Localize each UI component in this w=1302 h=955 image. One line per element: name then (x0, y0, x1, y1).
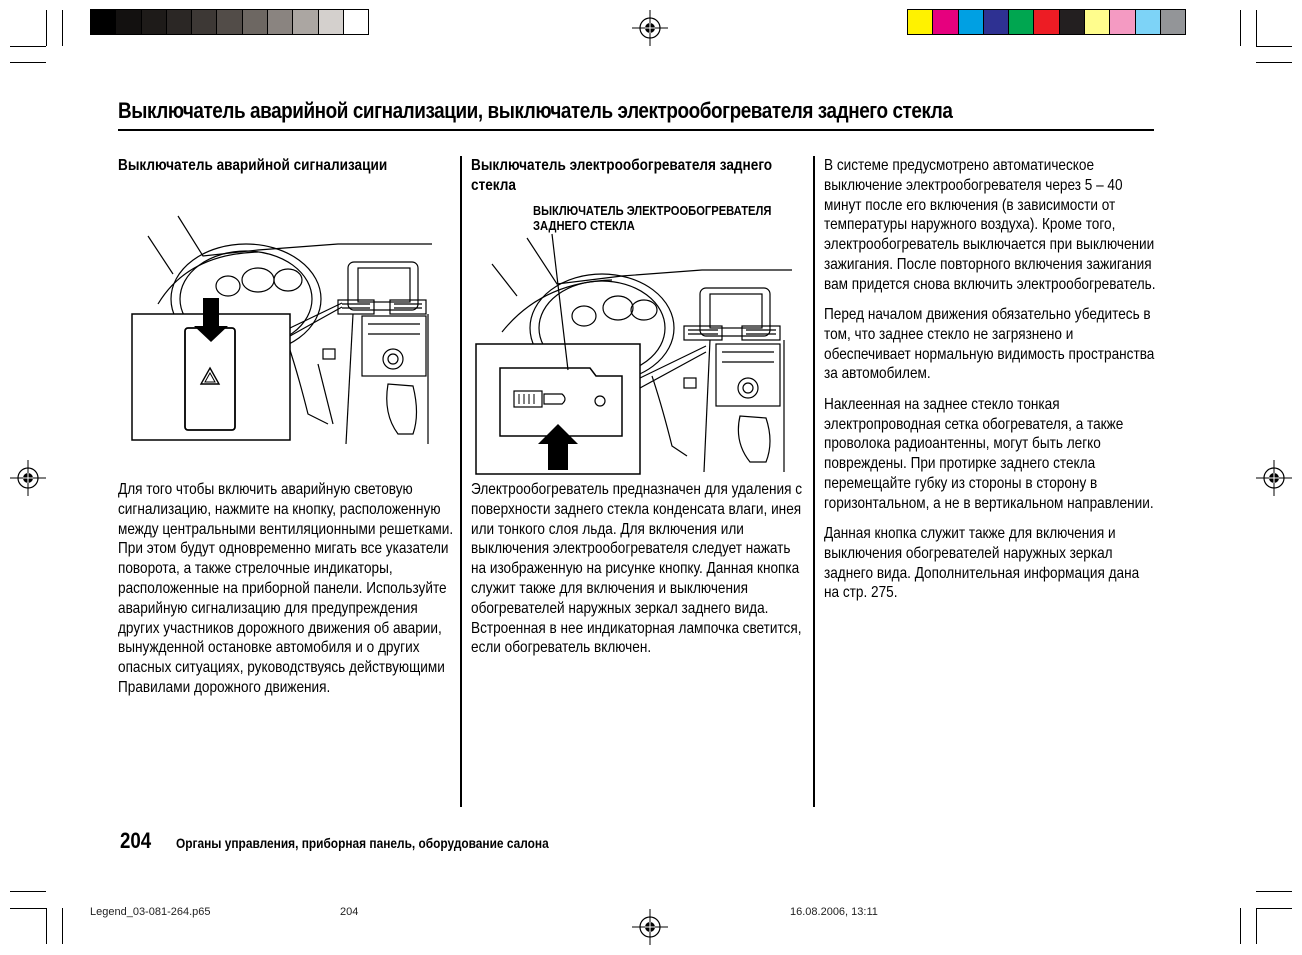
rear-defroster-callout: ВЫКЛЮЧАТЕЛЬ ЭЛЕКТРООБОГРЕВАТЕЛЯ ЗАДНЕГО СТЕКЛА (533, 203, 772, 233)
gray-swatch (217, 10, 242, 34)
footer-datetime: 16.08.2006, 13:11 (790, 906, 878, 918)
gray-swatch (344, 10, 368, 34)
page-title: Выключатель аварийной сигнализации, выключатель электрообогревателя заднего стекла (118, 98, 953, 123)
color-swatch (1136, 10, 1161, 34)
mirror-heater-paragraph: Данная кнопка служит также для включения и выключения обогревателей наружных зеркал заднего вида. Дополнительная информация дана на стр. 275. (824, 525, 1140, 602)
hazard-paragraph: Для того чтобы включить аварийную световую сигнализацию, нажмите на кнопку, расположенную между центральными вентиляционными решетками. При этом будут одновременно мигать все указатели поворота, а также стрелочные индикаторы, расположенные на приборной панели. Используйте аварийную сигнализацию для предупреждения других участников дорожного движения об аварии, вынужденной остановке автомобиля и о других опасных ситуациях, руководствуясь действующими Правилами дорожного движения. (118, 481, 454, 696)
grid-care-paragraph: Наклеенная на заднее стекло тонкая электропроводная сетка обогревателя, а также проволока радиоантенны, могут быть легко повреждены. При протирке заднего стекла перемещайте губку из стороны в сторону в горизонтальном, а не в вертикальном направлении. (824, 395, 1154, 512)
gray-swatch (142, 10, 167, 34)
color-swatch (1161, 10, 1185, 34)
color-swatch (1085, 10, 1110, 34)
rear-defroster-heading: Выключатель электрообогревателя заднего стекла (471, 157, 773, 194)
color-swatch (1009, 10, 1034, 34)
color-swatch (933, 10, 958, 34)
color-swatch (959, 10, 984, 34)
color-swatch (1034, 10, 1059, 34)
registration-mark-bottom (632, 909, 668, 945)
section-name: Органы управления, приборная панель, оборудование салона (176, 835, 549, 851)
rear-defroster-description (471, 480, 804, 669)
registration-mark-top (632, 10, 668, 46)
gray-swatch (116, 10, 141, 34)
hazard-description (118, 480, 454, 708)
title-rule (118, 129, 1154, 131)
gray-swatch (268, 10, 293, 34)
gray-swatch (319, 10, 344, 34)
gray-swatch (192, 10, 217, 34)
hazard-switch-illustration (128, 214, 432, 444)
auto-off-paragraph: В системе предусмотрено автоматическое выключение электрообогревателя через 5 – 40 минут после его включения (в зависимости от температуры наружного воздуха). Кроме того, электрообогреватель выключается при выключении зажигания. После повторного включения зажигания вам придется снова включить электрообогреватель. (824, 157, 1156, 293)
rear-defroster-notes (824, 156, 1157, 614)
hazard-heading: Выключатель аварийной сигнализации (118, 157, 388, 174)
column-divider-2 (813, 156, 815, 807)
footer-filename: Legend_03-081-264.p65 (90, 906, 211, 918)
color-swatch (908, 10, 933, 34)
gray-swatch (167, 10, 192, 34)
gray-swatch (243, 10, 268, 34)
column-divider-1 (460, 156, 462, 807)
registration-mark-left (10, 460, 46, 496)
registration-mark-right (1256, 460, 1292, 496)
page-number: 204 (120, 828, 152, 853)
color-swatch (1060, 10, 1085, 34)
callout-leader-line (540, 232, 580, 372)
gray-swatch (293, 10, 318, 34)
rear-defroster-paragraph: Электрообогреватель предназначен для удаления с поверхности заднего стекла конденсата влаги, инея или тонкого слоя льда. Для включения или выключения электрообогревателя следует нажать на изображенную на рисунке кнопку. Данная кнопка служит также для включения и выключения обогревателей наружных зеркал заднего вида. Встроенная в нее индикаторная лампочка светится, если обогреватель включен. (471, 481, 803, 657)
color-calibration-bar (907, 9, 1186, 35)
gray-calibration-bar (90, 9, 369, 35)
rear-defroster-illustration (472, 236, 792, 478)
footer-page: 204 (340, 906, 359, 918)
color-swatch (1110, 10, 1135, 34)
visibility-paragraph: Перед началом движения обязательно убедитесь в том, что заднее стекло не загрязнено и обеспечивает нормальную видимость пространства за автомобилем. (824, 306, 1155, 383)
gray-swatch (91, 10, 116, 34)
color-swatch (984, 10, 1009, 34)
